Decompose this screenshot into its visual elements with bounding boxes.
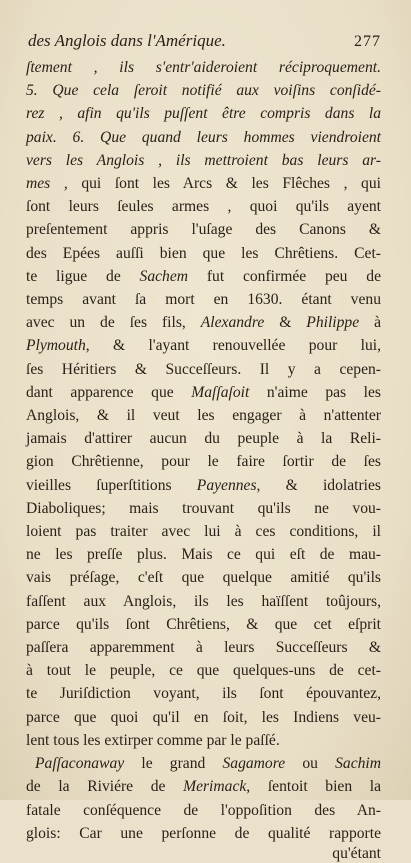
text-line (26, 497, 381, 520)
text-line (26, 56, 381, 79)
text-span: le grand (124, 755, 223, 773)
text-line (26, 474, 381, 497)
text-line (26, 334, 381, 357)
text-line (26, 752, 381, 775)
running-header (26, 30, 381, 53)
text-line (26, 288, 381, 311)
text-line (26, 706, 381, 729)
text-span: à (359, 314, 382, 332)
text-line (26, 636, 381, 659)
text-line (26, 311, 381, 334)
text-line (26, 172, 381, 195)
text-span: gion Chrêtienne, pour le faire ſortir de ſes (26, 453, 381, 471)
text-span: fatale conſéquence de l'oppoſition des An- (26, 801, 381, 819)
text-span: à tout le peuple, ce que quelques-uns de cet- (26, 662, 381, 680)
text-line (26, 799, 381, 822)
italic-span: vers les Anglois , ils mettroient bas leurs ar- (26, 151, 381, 169)
text-line (26, 729, 381, 752)
text-line (26, 590, 381, 613)
text-span: te ligue de (26, 267, 140, 285)
body-text (26, 56, 381, 845)
page-number: 277 (354, 33, 381, 50)
italic-span: Sachim (335, 755, 381, 773)
text-span: paſſera apparemment à leurs Succeſſeurs & (26, 639, 381, 657)
text-span: te Juriſdiction voyant, ils ſont épouvantez, (26, 685, 381, 703)
italic-span: rez , afin qu'ils puſſent être compris dans la (26, 105, 381, 123)
text-line (26, 520, 381, 543)
text-span: , ſentoit bien la (246, 778, 381, 796)
text-span: ſes Héritiers & Succeſſeurs. Il y a cepen- (26, 360, 381, 378)
italic-span: Sagamore (222, 755, 286, 773)
text-span: qui ſont les Arcs & les Flêches , qui (67, 175, 381, 193)
text-span: , & idolatries (256, 476, 381, 494)
text-span: des Epées auſſi bien que les Chrêtiens. Cet- (26, 244, 381, 262)
italic-span: Alexandre (200, 314, 265, 332)
text-line (26, 149, 381, 172)
text-span: parce qu'ils ſont Chrêtiens, & que cet eſprit (26, 615, 381, 633)
text-line (26, 265, 381, 288)
text-span: dant apparence que (26, 383, 192, 401)
text-span: faſſent aux Anglois, ils les haïſſent toûjours, (26, 592, 381, 610)
text-line (26, 242, 381, 265)
text-line (26, 682, 381, 705)
italic-span: Paſſaconaway (35, 755, 125, 773)
text-span: temps avant ſa mort en 1630. étant venu (26, 291, 381, 309)
text-span: Diaboliques; mais trouvant qu'ils ne vou- (26, 499, 381, 517)
italic-span: 5. Que cela ſeroit notifié aux voiſins conſidé- (26, 82, 381, 100)
text-line (26, 543, 381, 566)
text-span: fut confirmée peu de (188, 267, 381, 285)
italic-span: Sachem (139, 267, 189, 285)
italic-span: Merimack (183, 778, 247, 796)
italic-span: mes , (26, 175, 68, 193)
text-line (26, 358, 381, 381)
italic-span: ſtement , ils s'entr'aideroient réciproquement. (26, 59, 381, 76)
text-span: parce que quoi qu'il en ſoit, les Indiens veu- (26, 708, 381, 726)
text-span: glois: Car une perſonne de qualité rapporte (26, 824, 381, 842)
text-line (26, 195, 381, 218)
text-line (26, 659, 381, 682)
running-title: des Anglois dans l'Amérique. (28, 31, 226, 50)
italic-span: Philippe (306, 314, 360, 332)
text-line (26, 126, 381, 149)
text-span: & (264, 314, 307, 332)
text-span: ou (285, 755, 336, 773)
text-span: lent tous les extirper comme par le paſſé. (26, 731, 280, 749)
text-span: preſentement appris l'uſage des Canons & (26, 221, 381, 239)
text-span: Anglois, & il veut les engager à n'attenter (26, 407, 381, 425)
text-line (26, 404, 381, 427)
text-span: avec un de ſes fils, (26, 314, 201, 332)
text-span: ſont leurs ſeules armes , quoi qu'ils ayent (26, 198, 381, 216)
italic-span: paix. 6. Que quand leurs hommes viendroient (26, 128, 381, 146)
catchword: qu'étant (332, 844, 381, 862)
italic-span: Plymouth (26, 337, 86, 355)
text-line (26, 775, 381, 798)
text-line (26, 381, 381, 404)
text-line (26, 102, 381, 125)
text-span: loient pas traiter avec lui à ces conditions, il (26, 523, 381, 541)
text-line (26, 79, 381, 102)
italic-span: Payennes (196, 476, 257, 494)
italic-span: Maſſaſoit (191, 383, 250, 401)
text-line (26, 822, 381, 845)
text-line (26, 427, 381, 450)
text-line (26, 566, 381, 589)
text-span: , & l'ayant renouvellée pour lui, (85, 337, 381, 355)
text-line (26, 613, 381, 636)
text-span: vieilles ſuperſtitions (26, 476, 197, 494)
text-line (26, 450, 381, 473)
text-span: n'aime pas les (249, 383, 382, 401)
text-span: ne les preſſe plus. Mais ce qui eſt de mau- (26, 546, 381, 564)
text-line (26, 218, 381, 241)
text-span: jamais d'attirer aucun du peuple à la Reli- (26, 430, 381, 448)
text-span: vais préſage, c'eſt que quelque amitié qu'ils (26, 569, 381, 587)
text-span: de la Riviére de (26, 778, 184, 796)
